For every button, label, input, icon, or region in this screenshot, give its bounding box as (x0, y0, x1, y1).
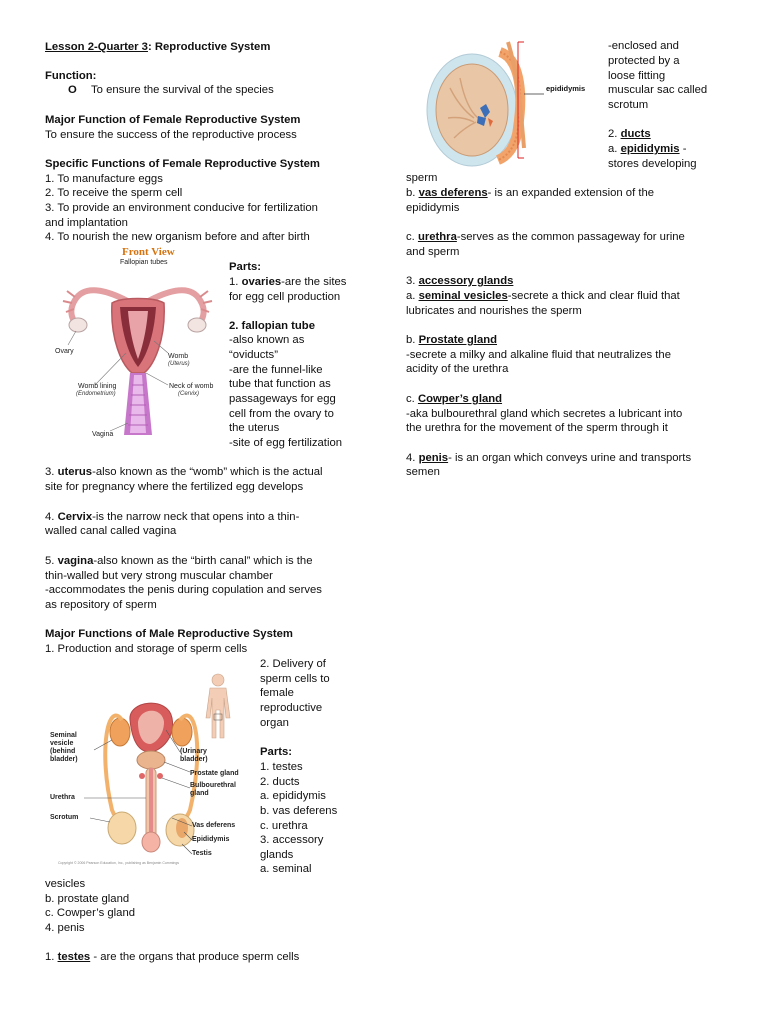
female-part-line: for egg cell production (229, 291, 341, 303)
cervix-line: 4. Cervix-is the narrow neck that opens into a thin- (45, 511, 300, 523)
male-part: a. seminal (260, 863, 312, 875)
uterus-line2: site for pregnancy where the fertilized egg develops (45, 481, 304, 493)
penis-line: 4. penis- is an organ which conveys urine and transports (406, 452, 692, 464)
female-part-line: tube that function as (229, 378, 331, 390)
female-specific-item: 3. To provide an environment conducive for fertilization (45, 202, 318, 214)
vagina-line2: thin-walled but very strong muscular chamber (45, 570, 273, 582)
male-bottom-line: 4. penis (45, 922, 85, 934)
male-parts-heading: Parts: (260, 746, 293, 758)
female-major-text: To ensure the success of the reproductive process (45, 129, 297, 141)
female-part-line: cell from the ovary to (229, 408, 334, 420)
function-bullet: O (68, 84, 77, 96)
testis-illustration (420, 38, 605, 170)
label-seminal2: vesicle (50, 740, 74, 747)
label-seminal: Seminal (50, 732, 77, 739)
male-part: 3. accessory (260, 834, 324, 846)
label-neck-sub: (Cervix) (178, 391, 199, 397)
label-womb: Womb (168, 353, 189, 360)
female-part-line: -are the funnel-like (229, 364, 323, 376)
vagina-line: 5. vagina-also known as the “birth canal” which is the (45, 555, 313, 567)
testis-diagram (420, 38, 605, 170)
label-prostate: Prostate gland (190, 770, 239, 777)
female-anatomy-illustration (50, 245, 225, 445)
page-title: Lesson 2-Quarter 3: Reproductive System (45, 41, 271, 53)
seminal-line: a. seminal vesicles-secrete a thick and clear fluid that (406, 290, 680, 302)
female-specific-item: and implantation (45, 217, 128, 229)
male-bottom-line: b. prostate gland (45, 893, 130, 905)
accessory-line: 3. accessory glands (406, 275, 514, 287)
male-line: organ (260, 717, 289, 729)
label-bulbo2: gland (190, 790, 209, 797)
vagina-line4: as repository of sperm (45, 599, 157, 611)
male-part: c. urethra (260, 820, 308, 832)
female-specific-item: 4. To nourish the new organism before and after birth (45, 231, 310, 243)
female-specific-item: 2. To receive the sperm cell (45, 187, 183, 199)
male-part: 2. ducts (260, 776, 300, 788)
male-bottom-line: c. Cowper’s gland (45, 907, 136, 919)
scrotum-line: -enclosed and (608, 40, 679, 52)
epididymis-line: a. epididymis - (608, 143, 687, 155)
male-line: reproductive (260, 702, 323, 714)
female-part-fallopian: 2. fallopian tube (229, 320, 315, 332)
testes-line: 1. testes - are the organs that produce sperm cells (45, 951, 300, 963)
function-item: To ensure the survival of the species (91, 84, 274, 96)
label-ovary: Ovary (55, 348, 74, 355)
vas-line: b. vas deferens- is an expanded extension of the (406, 187, 655, 199)
label-epididymis: epididymis (546, 84, 586, 93)
male-line: female (260, 687, 294, 699)
uterus-line: 3. uterus-also known as the “womb” which is the actual (45, 466, 323, 478)
label-bladder: (Urinary (180, 748, 207, 755)
female-part-line: “oviducts” (229, 349, 278, 361)
label-scrotum: Scrotum (50, 814, 79, 821)
male-part: a. epididymis (260, 790, 326, 802)
female-part-line: -also known as (229, 334, 305, 346)
epididymis-line2: stores developing (608, 158, 697, 170)
male-part: b. vas deferens (260, 805, 338, 817)
vagina-line3: -accommodates the penis during copulation and serves (45, 584, 322, 596)
cowper-line1: -aka bulbourethral gland which secretes a lubricant into (406, 408, 683, 420)
scrotum-line: muscular sac called (608, 84, 708, 96)
function-heading: Function: (45, 70, 97, 82)
female-parts-heading: Parts: (229, 261, 262, 273)
seminal-line2: lubricates and nourishes the sperm (406, 305, 582, 317)
urethra-line2: and sperm (406, 246, 460, 258)
cowper-line: c. Cowper’s gland (406, 393, 503, 405)
male-reproductive-diagram (50, 660, 255, 870)
copyright-note: Copyright © 2006 Pearson Education, Inc., publishing as Benjamin Cummings (58, 861, 180, 865)
label-urethra: Urethra (50, 794, 75, 801)
female-specific-heading: Specific Functions of Female Reproductive System (45, 158, 320, 170)
penis-line2: semen (406, 466, 440, 478)
label-seminal3: (behind (50, 748, 76, 755)
label-vas: Vas deferens (192, 822, 236, 829)
label-vagina: Vagina (92, 431, 114, 438)
label-bladder2: bladder) (180, 756, 208, 763)
cowper-line2: the urethra for the movement of the sperm through it (406, 422, 668, 434)
male-bottom-line: vesicles (45, 878, 86, 890)
label-bulbo: Bulbourethral (190, 782, 236, 789)
vas-line2: epididymis (406, 202, 460, 214)
scrotum-line: scrotum (608, 99, 649, 111)
female-part-line: passageways for egg (229, 393, 336, 405)
female-specific-item: 1. To manufacture eggs (45, 173, 163, 185)
male-part: glands (260, 849, 294, 861)
male-major-heading: Major Functions of Male Reproductive System (45, 628, 293, 640)
label-lining: Womb lining (78, 383, 117, 390)
label-testis: Testis (192, 850, 212, 857)
prostate-line1: -secrete a milky and alkaline fluid that neutralizes the (406, 349, 671, 361)
male-line: 2. Delivery of (260, 658, 326, 670)
label-neck: Neck of womb (169, 383, 214, 390)
label-lining-sub: (Endometrium) (76, 391, 116, 397)
male-major-item: 1. Production and storage of sperm cells (45, 643, 248, 655)
urethra-line: c. urethra-serves as the common passageway for urine (406, 231, 685, 243)
scrotum-line: protected by a (608, 55, 680, 67)
female-part-line: -site of egg fertilization (229, 437, 343, 449)
label-womb-sub: (Uterus) (168, 361, 190, 367)
scrotum-line: loose fitting (608, 70, 666, 82)
cervix-line2: walled canal called vagina (45, 525, 177, 537)
prostate-line2: acidity of the urethra (406, 363, 509, 375)
prostate-line: b. Prostate gland (406, 334, 498, 346)
label-fallopian: Fallopian tubes (120, 259, 168, 266)
female-part-ovaries: 1. ovaries-are the sites (229, 276, 347, 288)
label-epi: Epididymis (192, 836, 230, 843)
epididymis-line3: sperm (406, 172, 438, 184)
label-seminal4: bladder) (50, 756, 78, 763)
female-major-heading: Major Function of Female Reproductive System (45, 114, 301, 126)
male-part: 1. testes (260, 761, 303, 773)
female-part-line: the uterus (229, 422, 280, 434)
ducts-line: 2. ducts (608, 128, 651, 140)
diagram-title: Front View (122, 246, 175, 258)
female-reproductive-diagram (50, 245, 225, 445)
male-line: sperm cells to (260, 673, 330, 685)
